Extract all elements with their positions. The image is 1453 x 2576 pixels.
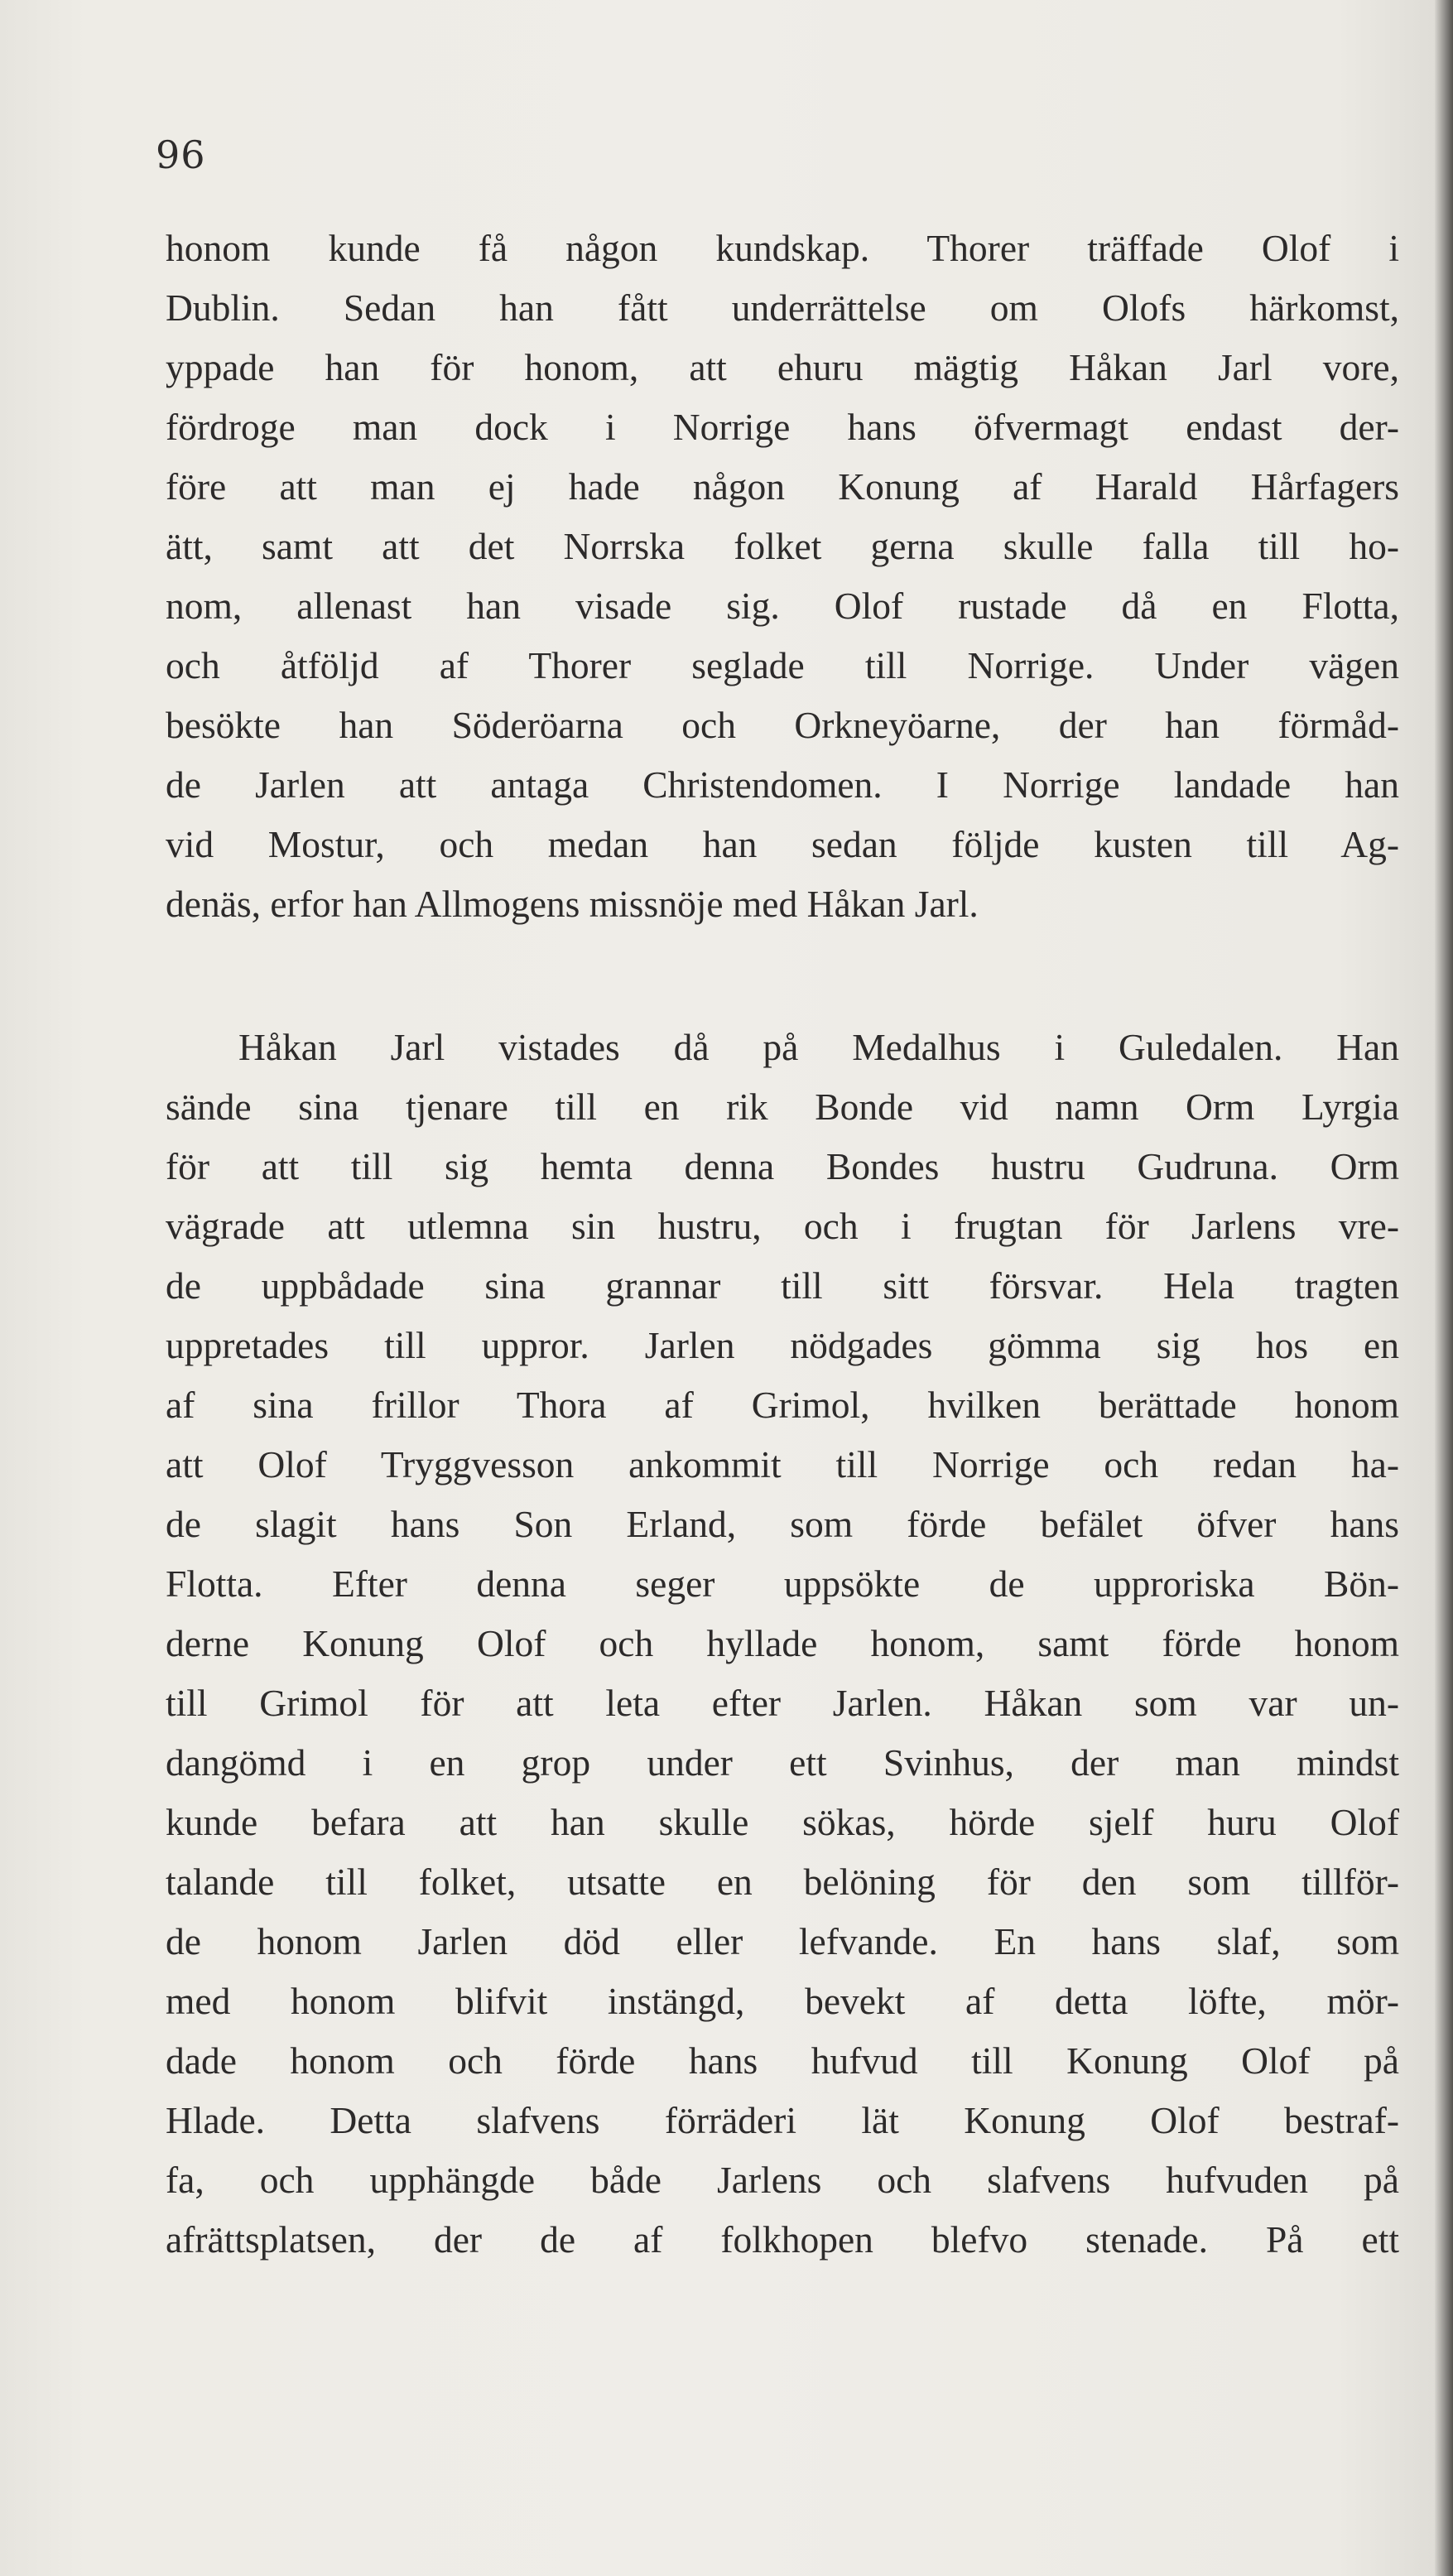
text-line: med honom blifvit instängd, bevekt af detta löfte, mör- <box>166 1980 1399 2022</box>
text-line: fa, och upphängde både Jarlens och slafvens hufvuden på <box>166 2159 1399 2201</box>
text-line: före att man ej hade någon Konung af Harald Hårfagers <box>166 465 1399 508</box>
text-line: till Grimol för att leta efter Jarlen. Håkan som var un- <box>166 1682 1399 1724</box>
text-line: afrättsplatsen, der de af folkhopen blefvo stenade. På ett <box>166 2218 1399 2261</box>
text-line: sände sina tjenare till en rik Bonde vid namn Orm Lyrgia <box>166 1086 1399 1128</box>
text-line: dangömd i en grop under ett Svinhus, der man mindst <box>166 1741 1399 1784</box>
text-line: de slagit hans Son Erland, som förde befälet öfver hans <box>166 1503 1399 1545</box>
page-edge-shadow <box>1435 0 1453 2576</box>
text-line: talande till folket, utsatte en belöning för den som tillför- <box>166 1861 1399 1903</box>
text-line: yppade han för honom, att ehuru mägtig Håkan Jarl vore, <box>166 346 1399 388</box>
text-line: besökte han Söderöarna och Orkneyöarne, der han förmåd- <box>166 704 1399 746</box>
text-line: fördroge man dock i Norrige hans öfvermagt endast der- <box>166 406 1399 448</box>
text-line: de uppbådade sina grannar till sitt försvar. Hela tragten <box>166 1264 1399 1307</box>
text-line: Flotta. Efter denna seger uppsökte de upproriska Bön- <box>166 1562 1399 1605</box>
paragraph-2 <box>166 1018 1399 2270</box>
text-line: af sina frillor Thora af Grimol, hvilken berättade honom <box>166 1384 1399 1426</box>
text-line: Hlade. Detta slafvens förräderi lät Konung Olof bestraf- <box>166 2099 1399 2141</box>
text-line: för att till sig hemta denna Bondes hustru Gudruna. Orm <box>166 1145 1399 1187</box>
paragraph-1 <box>166 219 1399 934</box>
text-line: derne Konung Olof och hyllade honom, samt förde honom <box>166 1622 1399 1664</box>
text-line: att Olof Tryggvesson ankommit till Norrige och redan ha- <box>166 1443 1399 1485</box>
text-line: vägrade att utlemna sin hustru, och i frugtan för Jarlens vre- <box>166 1205 1399 1247</box>
text-line: de honom Jarlen död eller lefvande. En hans slaf, som <box>166 1920 1399 1962</box>
text-line: vid Mostur, och medan han sedan följde kusten till Ag- <box>166 823 1399 865</box>
text-line: uppretades till uppror. Jarlen nödgades gömma sig hos en <box>166 1324 1399 1366</box>
text-line: denäs, erfor han Allmogens missnöje med Håkan Jarl. <box>166 883 979 925</box>
text-line: kunde befara att han skulle sökas, hörde sjelf huru Olof <box>166 1801 1399 1843</box>
text-line: Dublin. Sedan han fått underrättelse om Olofs härkomst, <box>166 286 1399 329</box>
text-line: ätt, samt att det Norrska folket gerna skulle falla till ho- <box>166 525 1399 567</box>
text-line: honom kunde få någon kundskap. Thorer träffade Olof i <box>166 227 1399 269</box>
text-line: de Jarlen att antaga Christendomen. I Norrige landade han <box>166 763 1399 806</box>
text-line: nom, allenast han visade sig. Olof rustade då en Flotta, <box>166 585 1399 627</box>
text-line: dade honom och förde hans hufvud till Konung Olof på <box>166 2039 1399 2082</box>
text-line: Håkan Jarl vistades då på Medalhus i Guledalen. Han <box>238 1026 1399 1068</box>
text-line: och åtföljd af Thorer seglade till Norrige. Under vägen <box>166 644 1399 686</box>
page-number: 96 <box>156 132 206 177</box>
